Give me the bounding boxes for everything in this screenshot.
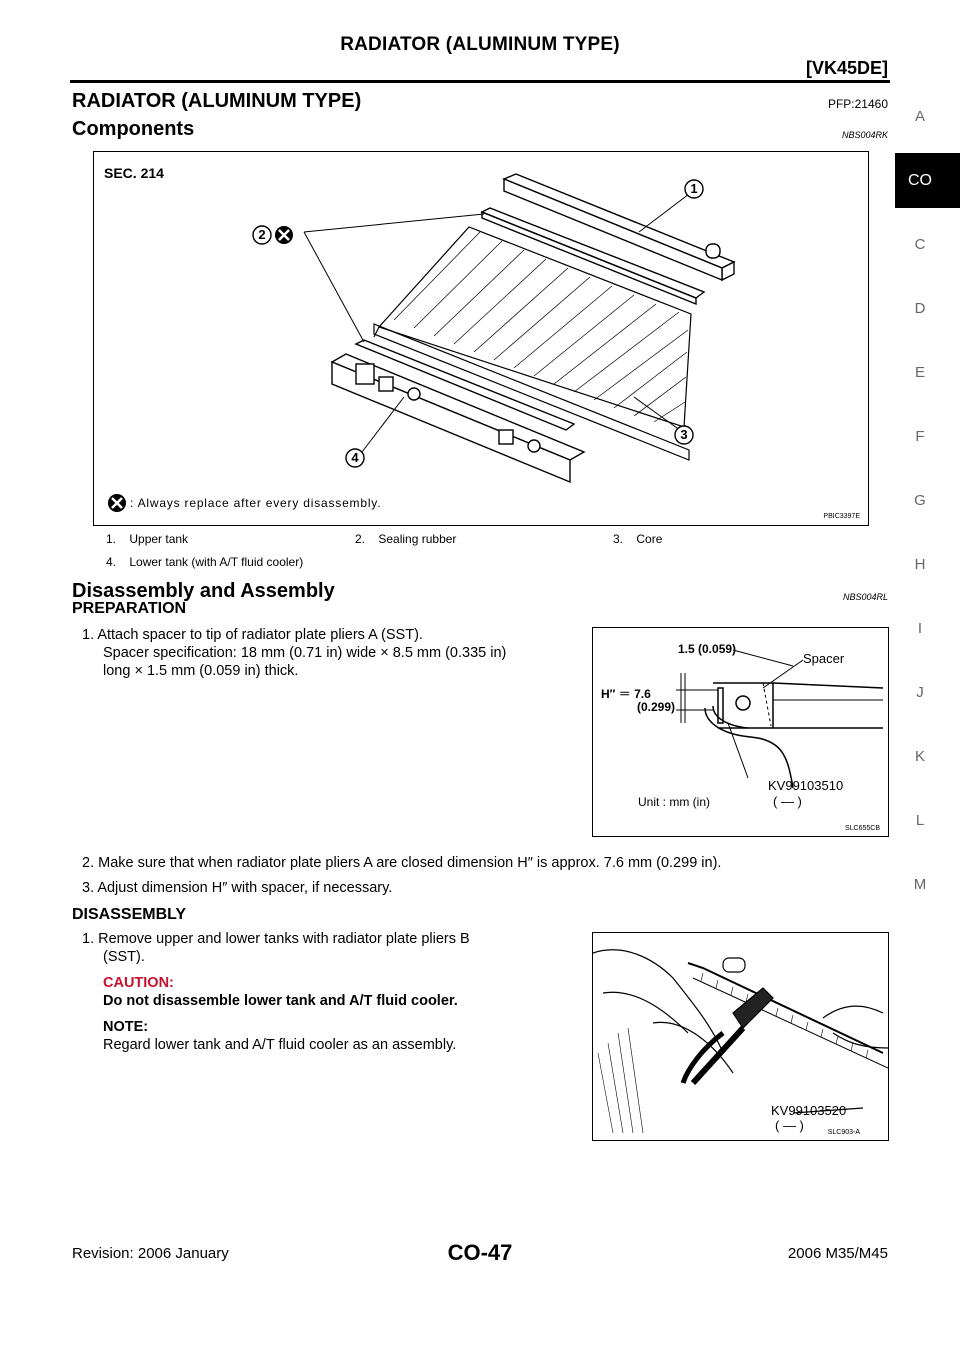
legend-num: 2. [355,532,366,546]
footer-page-number: CO-47 [447,1240,513,1265]
callout-3: 3 [680,427,688,442]
prep-step-1 [82,626,582,680]
note-text: Regard lower tank and A/T fluid cooler as an assembly. [103,1037,457,1053]
h-dimension: H″ ＝ 7.6 [601,687,651,701]
disassembly-heading: DISASSEMBLY [72,906,187,923]
header-rule [70,80,890,83]
disassembly-step-1-line-2: (SST). [103,949,145,965]
legend-item-1 [106,532,188,546]
legend-num: 4. [106,555,117,569]
side-tab-c[interactable]: C [914,236,926,253]
side-tab-a[interactable]: A [914,108,925,125]
footer-revision: Revision: 2006 January [72,1245,229,1262]
h-dimension-in: (0.299) [637,700,676,714]
side-tab-g[interactable]: G [914,492,926,509]
side-tab-d[interactable]: D [914,300,926,317]
components-title: Components [72,118,195,140]
note-label: NOTE: [103,1019,149,1035]
unit-label: Unit : mm (in) [638,795,710,809]
prep-step-3: 3. Adjust dimension H″ with spacer, if necessary. [82,880,393,896]
footer-model: 2006 M35/M45 [787,1245,888,1262]
figure-code: PBIC3397E [823,513,860,520]
disassembly-title: Disassembly and Assembly [72,580,335,602]
disassembly-code: NBS004RL [842,592,888,602]
figure-code: SLC903-A [827,1129,860,1136]
components-figure [93,151,869,526]
side-tab-l[interactable]: L [915,812,925,829]
side-tab-active-label: CO [908,172,932,189]
lower-tank-drawing [332,354,584,482]
preparation-heading: PREPARATION [72,600,187,617]
disassembly-step-1 [82,930,582,1054]
legend-num: 1. [106,532,117,546]
legend-item-2 [355,532,456,546]
caution-text: Do not disassemble lower tank and A/T fluid cooler. [103,993,458,1009]
radiator-exploded-diagram [94,152,868,525]
disassembly-step-1-line-1: 1. Remove upper and lower tanks with radiator plate pliers B [82,931,470,947]
sec-label: SEC. 214 [104,165,164,181]
pfp-code: PFP:21460 [827,97,888,111]
side-tab-e[interactable]: E [914,364,925,381]
figure-code: SLC655CB [844,825,880,832]
replace-note: : Always replace after every disassembly. [130,496,382,510]
side-tab-k[interactable]: K [914,748,925,765]
legend-num: 3. [613,532,624,546]
pliers-usage-figure [592,932,889,1141]
tool-paren: ( — ) [775,1118,804,1133]
legend-label: Lower tank (with A/T fluid cooler) [129,555,304,569]
caution-label: CAUTION: [103,975,174,991]
core-drawing [374,227,691,460]
side-tab-j[interactable]: J [916,684,924,701]
legend-label: Sealing rubber [378,532,457,546]
side-tab-h[interactable]: H [914,556,926,573]
components-code: NBS004RK [841,130,888,140]
legend-label: Core [636,532,663,546]
side-tab-f[interactable]: F [915,428,925,445]
page-header-title: RADIATOR (ALUMINUM TYPE) [340,34,620,55]
legend-item-3 [613,532,662,546]
spacer-label: Spacer [803,651,845,666]
callout-2: 2 [258,227,266,242]
legend-item-4 [106,555,303,569]
tool-number: KV99103520 [771,1103,847,1118]
side-tab-m[interactable]: M [913,876,927,893]
engine-code: [VK45DE] [805,58,888,78]
legend-label: Upper tank [129,532,189,546]
prep-step-1-line-3: long × 1.5 mm (0.059 in) thick. [103,663,299,679]
side-tab-active[interactable] [895,153,960,208]
tool-paren: ( — ) [773,794,802,809]
spacer-figure [592,627,889,837]
prep-step-2: 2. Make sure that when radiator plate pliers A are closed dimension H″ is approx. 7.6 mm (0.299 in). [82,855,722,871]
callout-1: 1 [690,181,698,196]
prep-step-1-line-1: 1. Attach spacer to tip of radiator plate pliers A (SST). [82,627,423,643]
section-title: RADIATOR (ALUMINUM TYPE) [72,90,362,112]
tool-number: KV99103510 [768,778,844,793]
prep-step-1-line-2: Spacer specification: 18 mm (0.71 in) wide × 8.5 mm (0.335 in) [103,645,507,661]
callout-4: 4 [351,450,359,465]
side-tab-i[interactable]: I [917,620,923,637]
dim-top: 1.5 (0.059) [678,642,737,656]
